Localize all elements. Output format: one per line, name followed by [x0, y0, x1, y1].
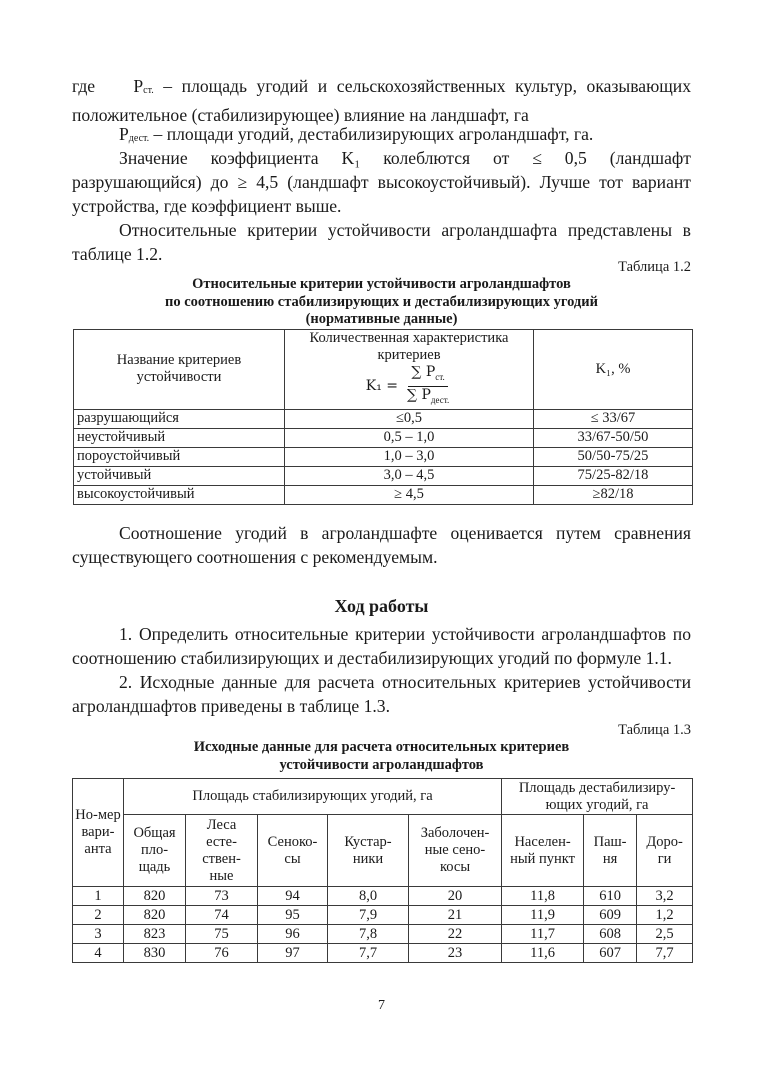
- table-row: 3 823 75 96 7,8 22 11,7 608 2,5: [73, 925, 693, 944]
- k1-formula: K₁ = $\frac{\sum P_{ст.}}{\sum P_{дест.}}$: [365, 364, 450, 405]
- step-2: 2. Исходные данные для расчета относительных критериев устойчивости агроландшафтов приведены в таблице 1.3.: [72, 672, 691, 716]
- table-row: 4 830 76 97 7,7 23 11,6 607 7,7: [73, 944, 693, 963]
- header-arable: Паш-ня: [584, 815, 637, 887]
- header-hayfields: Сеноко-сы: [258, 815, 328, 887]
- table-row: неустойчивый 0,5 – 1,0 33/67-50/50: [74, 428, 693, 447]
- p-dest-definition: $P_{дест.}$ – площади угодий, дестабилизирующих агроландшафт, га.: [119, 124, 594, 144]
- table-1-3: [72, 778, 693, 963]
- header-quantitative: Количественная характеристика критериев K₁ = $\frac{\sum P_{ст.}}{\sum P_{дест.}}$: [285, 330, 534, 410]
- header-stabilizing-group: Площадь стабилизирующих угодий, га: [124, 779, 502, 815]
- header-variant: Но-мер вари-анта: [73, 779, 124, 887]
- header-swampy-hayfields: Заболочен-ные сено-косы: [409, 815, 502, 887]
- header-k1-percent: K₁, %: [534, 330, 693, 410]
- table-group-header-row: [73, 779, 693, 815]
- table-1-2-title: Относительные критерии устойчивости агроландшафтов по соотношению стабилизирующих и дестабилизирующих угодий (нормативные данные): [165, 276, 598, 327]
- table-row: устойчивый 3,0 – 4,5 75/25-82/18: [74, 466, 693, 485]
- table-1-2-label: Таблица 1.2: [618, 259, 691, 275]
- table-row: разрушающийся ≤0,5 ≤ 33/67: [74, 409, 693, 428]
- coefficient-paragraph: Значение коэффициента K₁ колеблются от ≤ 0,5 (ландшафт разрушающийся) до ≥ 4,5 (ландшафт высокоустойчивый). Лучше тот вариант устройства, где коэффициент выше.: [72, 148, 691, 216]
- section-title: Ход работы: [334, 596, 429, 616]
- header-criteria-name: Название критериев устойчивости: [74, 330, 285, 410]
- header-roads: Доро-ги: [637, 815, 693, 887]
- header-destabilizing-group: Площадь дестабилизиру-ющих угодий, га: [502, 779, 693, 815]
- table-row: пороустойчивый 1,0 – 3,0 50/50-75/25: [74, 447, 693, 466]
- header-settlement: Населен-ный пункт: [502, 815, 584, 887]
- table-subheader-row: [73, 815, 693, 887]
- ratio-paragraph: Соотношение угодий в агроландшафте оценивается путем сравнения существующего соотношения с рекомендуемым.: [72, 523, 691, 567]
- p-st-definition: где $P_{ст.}$ – площадь угодий и сельскохозяйственных культур, оказывающих положительное (стабилизирующее) влияние на ландшафт, га: [72, 76, 692, 125]
- table-row: 1 820 73 94 8,0 20 11,8 610 3,2: [73, 887, 693, 906]
- step-1: 1. Определить относительные критерии устойчивости агроландшафтов по соотношению стабилизирующих и дестабилизирующих угодий по формуле 1.1.: [72, 624, 691, 668]
- table-1-2: [73, 329, 693, 505]
- page-number: 7: [378, 998, 385, 1013]
- header-total-area: Общая пло-щадь: [124, 815, 186, 887]
- table-row: 2 820 74 95 7,9 21 11,9 609 1,2: [73, 906, 693, 925]
- table-1-3-label: Таблица 1.3: [618, 722, 691, 738]
- header-natural-forest: Леса есте-ствен-ные: [186, 815, 258, 887]
- table-header-row: [74, 330, 693, 410]
- table-row: высокоустойчивый ≥ 4,5 ≥82/18: [74, 485, 693, 504]
- header-shrubs: Кустар-ники: [328, 815, 409, 887]
- table-ref-paragraph: Относительные критерии устойчивости агроландшафта представлены в таблице 1.2.: [72, 220, 691, 264]
- table-1-3-title: Исходные данные для расчета относительных критериев устойчивости агроландшафтов: [193, 739, 570, 773]
